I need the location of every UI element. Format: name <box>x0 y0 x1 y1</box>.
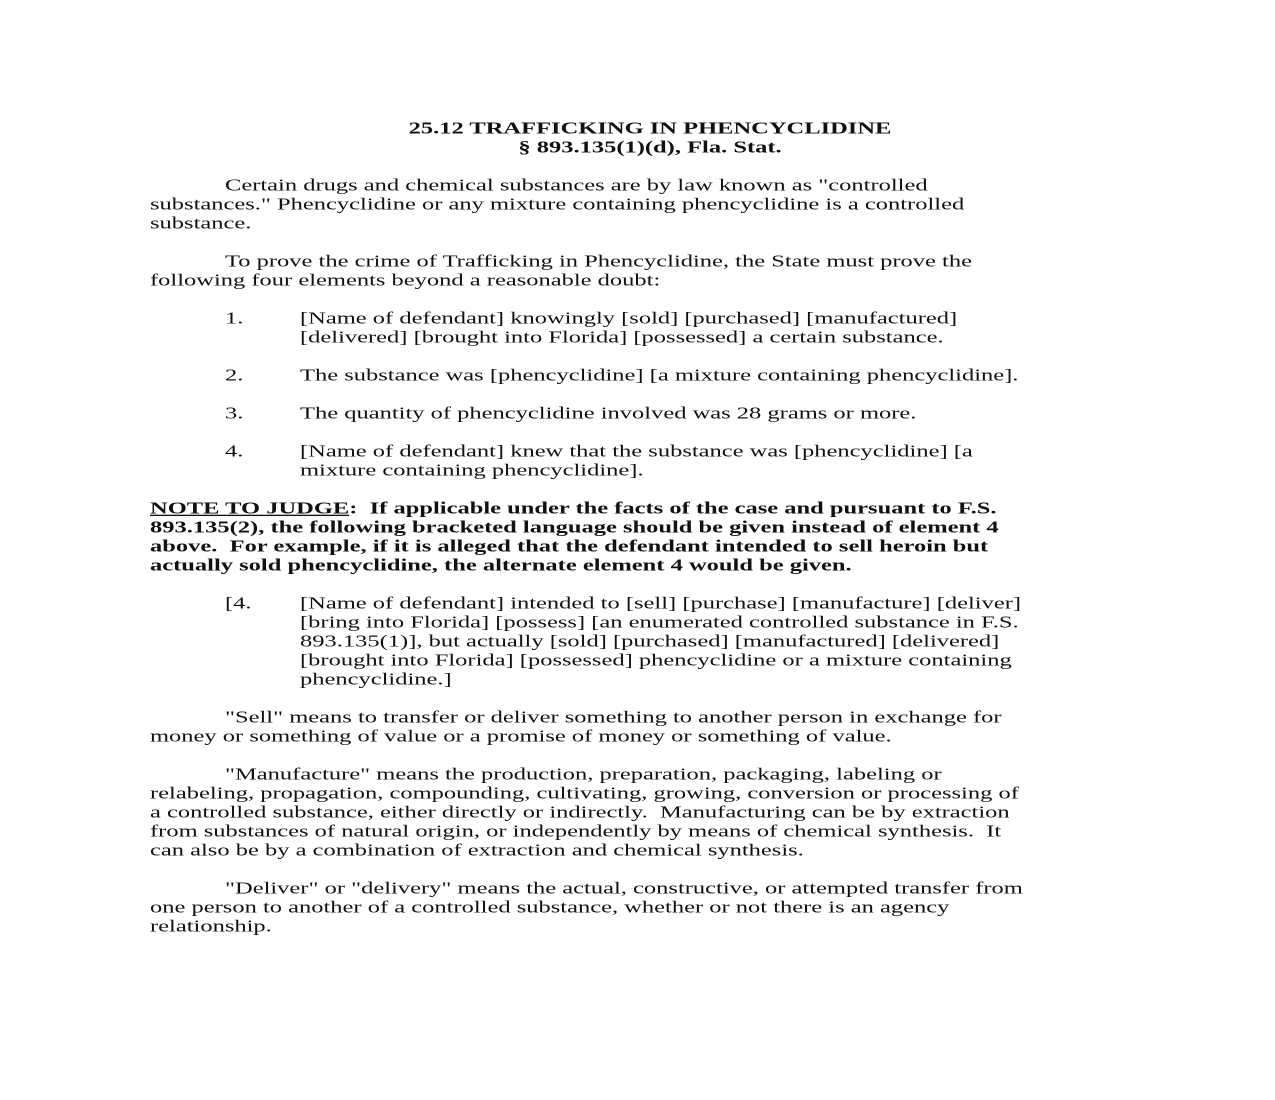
text-line: To prove the crime of Trafficking in Phencyclidine, the State must prove the <box>225 252 972 271</box>
document-body <box>150 119 1050 936</box>
text-line: [brought into Florida] [possessed] phencyclidine or a mixture containing <box>300 651 1012 670</box>
document-title <box>150 119 1150 157</box>
text-line: [Name of defendant] intended to [sell] [purchase] [manufacture] [deliver] <box>300 594 1022 613</box>
text-line: "Deliver" or "delivery" means the actual, constructive, or attempted transfer from <box>225 879 1023 898</box>
deliver-definition <box>150 879 1050 936</box>
text-line: above. For example, if it is alleged that the defendant intended to sell heroin but <box>150 537 989 556</box>
text-line: : If applicable under the facts of the case and pursuant to F.S. <box>349 499 997 518</box>
intro-paragraph <box>150 176 1050 233</box>
text-line: substance. <box>150 214 252 233</box>
alternate-element-item <box>150 594 1050 689</box>
text-line: phencyclidine.] <box>300 670 452 689</box>
note-to-judge <box>150 499 1050 575</box>
text-line: following four elements beyond a reasonable doubt: <box>150 271 661 290</box>
sell-definition <box>150 708 1050 746</box>
text-line: The substance was [phencyclidine] [a mixture containing phencyclidine]. <box>300 366 1019 385</box>
text-line: [delivered] [brought into Florida] [possessed] a certain substance. <box>300 328 944 347</box>
element-number: 1. <box>225 309 244 328</box>
text-line: a controlled substance, either directly or indirectly. Manufacturing can be by extraction <box>150 803 1010 822</box>
text-line: one person to another of a controlled substance, whether or not there is an agency <box>150 898 950 917</box>
element-item <box>150 366 1050 385</box>
text-line: can also be by a combination of extraction and chemical synthesis. <box>150 841 804 860</box>
text-line: relabeling, propagation, compounding, cultivating, growing, conversion or processing of <box>150 784 1019 803</box>
manufacture-definition <box>150 765 1050 860</box>
element-number: 4. <box>225 442 244 461</box>
text-line: "Sell" means to transfer or deliver something to another person in exchange for <box>225 708 1002 727</box>
element-number: 3. <box>225 404 244 423</box>
text-line: money or something of value or a promise of money or something of value. <box>150 727 892 746</box>
element-item <box>150 442 1050 480</box>
text-line: from substances of natural origin, or independently by means of chemical synthesis. It <box>150 822 1002 841</box>
title-line: 25.12 TRAFFICKING IN PHENCYCLIDINE <box>408 119 892 138</box>
text-line: 893.135(1)], but actually [sold] [purchased] [manufactured] [delivered] <box>300 632 1000 651</box>
text-line: "Manufacture" means the production, preparation, packaging, labeling or <box>225 765 942 784</box>
element-number: 2. <box>225 366 244 385</box>
text-line: substances." Phencyclidine or any mixture containing phencyclidine is a controlled <box>150 195 965 214</box>
text-line: actually sold phencyclidine, the alternate element 4 would be given. <box>150 556 852 575</box>
text-line: relationship. <box>150 917 272 936</box>
element-item <box>150 404 1050 423</box>
elements-intro-paragraph <box>150 252 1050 290</box>
text-line: Certain drugs and chemical substances are by law known as "controlled <box>225 176 928 195</box>
text-line: mixture containing phencyclidine]. <box>300 461 644 480</box>
statute-citation: § 893.135(1)(d), Fla. Stat. <box>518 138 782 157</box>
text-line: [bring into Florida] [possess] [an enumerated controlled substance in F.S. <box>300 613 1019 632</box>
text-line: The quantity of phencyclidine involved was 28 grams or more. <box>300 404 917 423</box>
text-line: [Name of defendant] knowingly [sold] [purchased] [manufactured] <box>300 309 958 328</box>
element-item <box>150 309 1050 347</box>
note-label: NOTE TO JUDGE <box>150 499 350 518</box>
text-line: [Name of defendant] knew that the substance was [phencyclidine] [a <box>300 442 973 461</box>
element-number: [4. <box>225 594 252 613</box>
text-line: 893.135(2), the following bracketed language should be given instead of element 4 <box>150 518 999 537</box>
